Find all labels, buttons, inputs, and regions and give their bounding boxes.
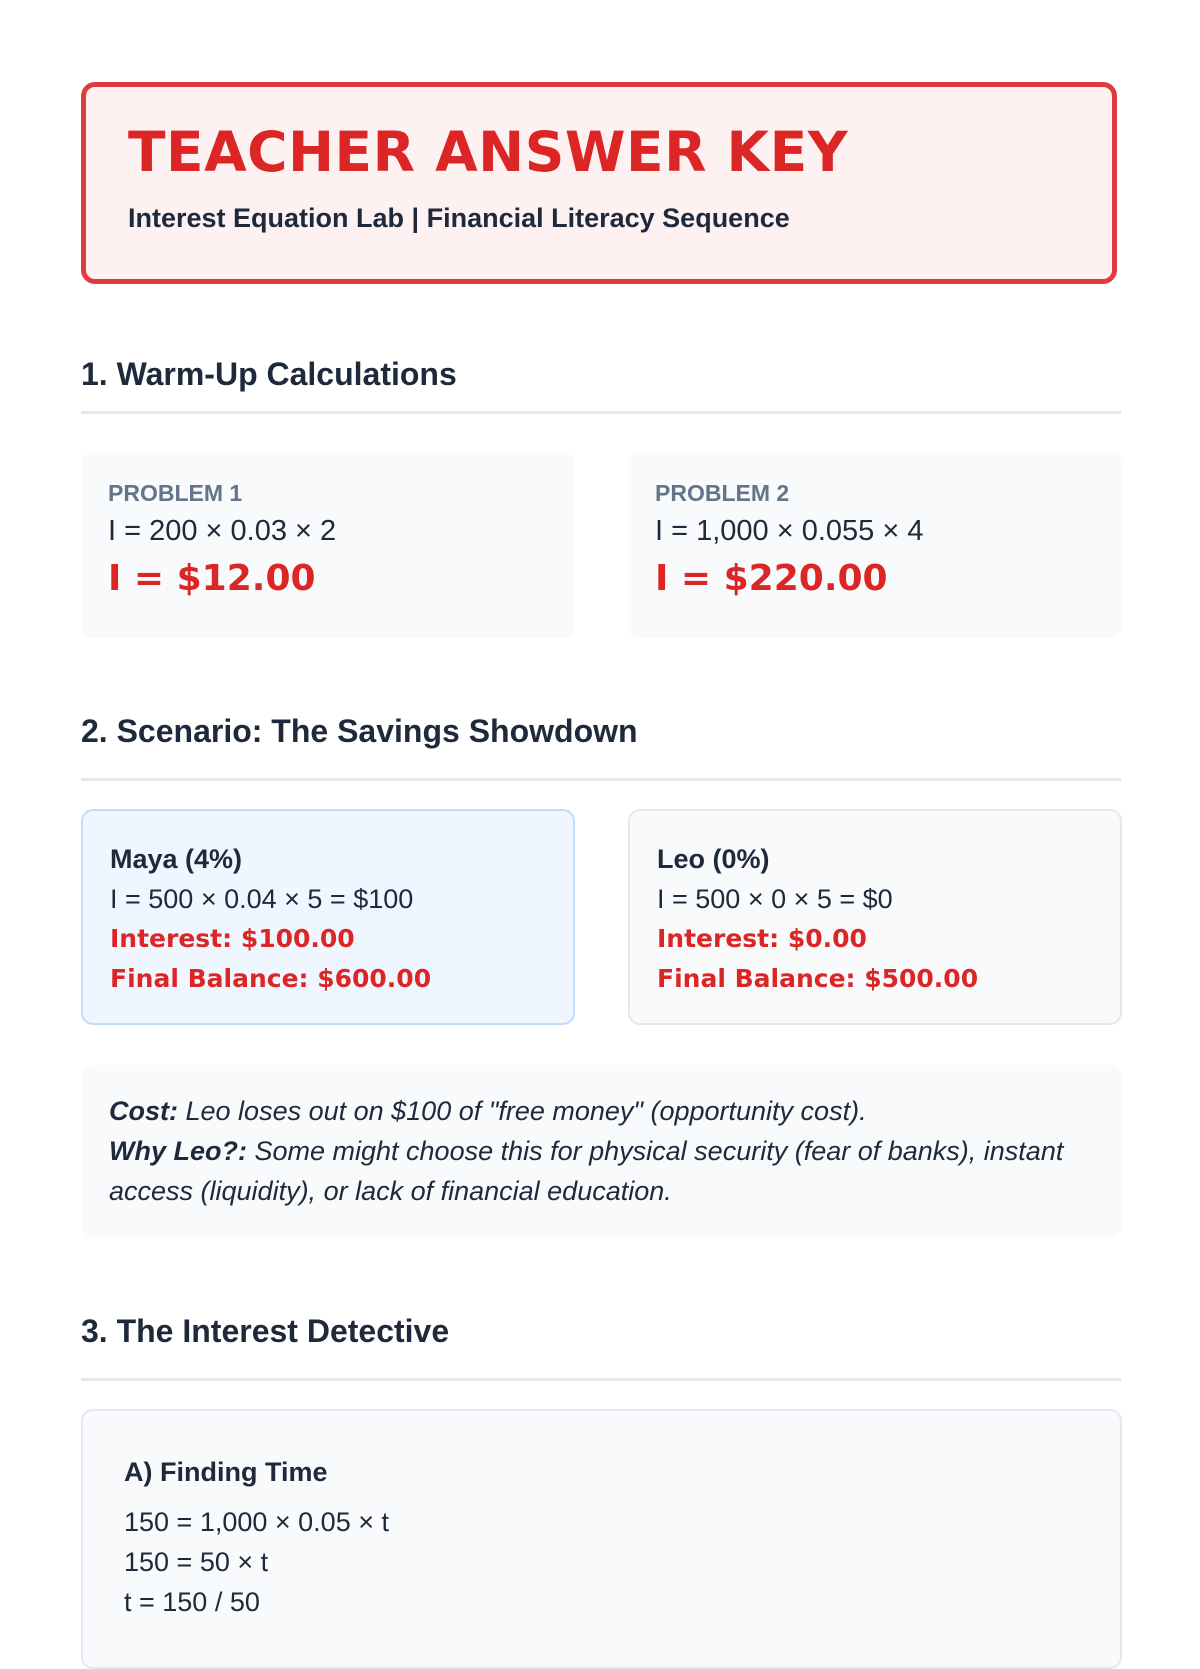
scenario-interest: Interest: $100.00 xyxy=(110,924,355,953)
scenario-card-maya xyxy=(81,809,575,1025)
problem-equation: I = 1,000 × 0.055 × 4 xyxy=(655,515,924,547)
answer-key-header xyxy=(81,82,1117,284)
section-title-detective: 3. The Interest Detective xyxy=(81,1313,450,1349)
scenario-final-balance: Final Balance: $600.00 xyxy=(110,964,432,993)
cost-text: Leo loses out on $100 of "free money" (opportunity cost). xyxy=(178,1096,867,1126)
why-leo-label: Why Leo?: xyxy=(109,1136,247,1166)
part-a-title: A) Finding Time xyxy=(124,1457,328,1487)
work-step: t = 150 / 50 xyxy=(124,1587,260,1617)
why-leo-text: Some might choose this for physical security (fear of banks), instant access (liquidity), or lack of financial education. xyxy=(109,1136,1064,1206)
section-divider xyxy=(81,778,1121,781)
problem-label: PROBLEM 2 xyxy=(655,480,790,506)
page-title: TEACHER ANSWER KEY xyxy=(128,120,849,184)
section-title-scenario: 2. Scenario: The Savings Showdown xyxy=(81,713,638,749)
section-divider xyxy=(81,411,1121,414)
problem-label: PROBLEM 1 xyxy=(108,480,243,506)
problem-answer: I = $12.00 xyxy=(108,558,316,599)
cost-label: Cost: xyxy=(109,1096,178,1126)
scenario-equation: I = 500 × 0.04 × 5 = $100 xyxy=(110,884,414,914)
work-steps xyxy=(124,1502,1080,1622)
problem-card-1 xyxy=(81,452,575,638)
section-title-warmup: 1. Warm-Up Calculations xyxy=(81,356,457,392)
scenario-explanation-note xyxy=(81,1065,1122,1237)
scenario-person-name: Leo (0%) xyxy=(657,844,770,874)
scenario-card-leo xyxy=(628,809,1122,1025)
problem-answer: I = $220.00 xyxy=(655,558,888,599)
scenario-final-balance: Final Balance: $500.00 xyxy=(657,964,979,993)
scenario-equation: I = 500 × 0 × 5 = $0 xyxy=(657,884,893,914)
work-step: 150 = 50 × t xyxy=(124,1547,269,1577)
work-step: 150 = 1,000 × 0.05 × t xyxy=(124,1507,389,1537)
explanation-text xyxy=(109,1091,1094,1211)
detective-card xyxy=(81,1409,1122,1669)
page-subtitle: Interest Equation Lab | Financial Literacy Sequence xyxy=(128,203,790,233)
scenario-interest: Interest: $0.00 xyxy=(657,924,867,953)
section-divider xyxy=(81,1378,1121,1381)
scenario-person-name: Maya (4%) xyxy=(110,844,243,874)
problem-equation: I = 200 × 0.03 × 2 xyxy=(108,515,337,547)
problem-card-2 xyxy=(628,452,1122,638)
